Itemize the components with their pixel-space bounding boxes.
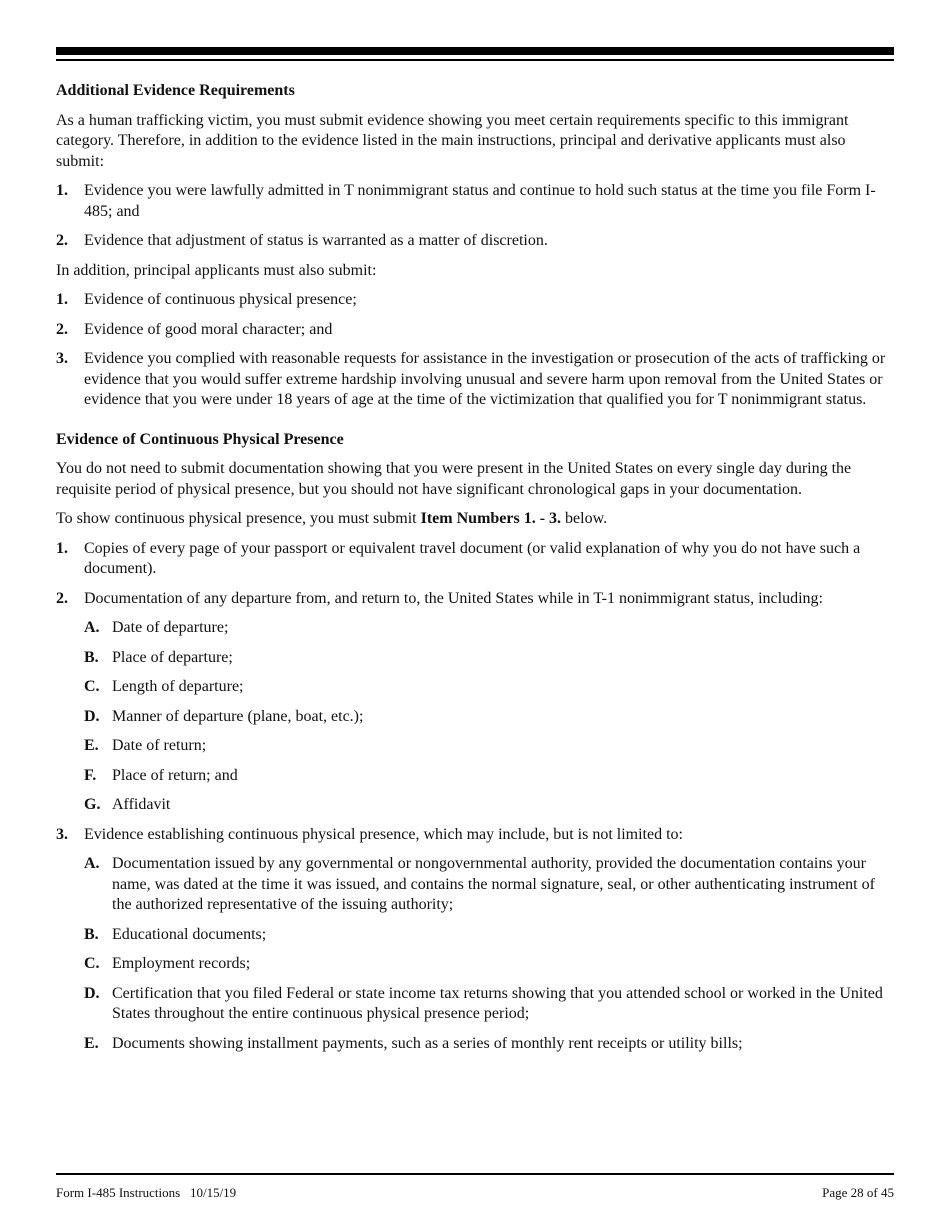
item-number: 2. [56,320,68,338]
sub-item-letter: A. [84,855,100,872]
sub-item-text: Documentation issued by any governmental or nongovernmental authority, provided the documentation contains your name, was dated at the time it was issued, and contains the normal signature, seal, or other authenticating instrument of the authorized representative of the issuing authority; [112,855,875,913]
sub-item-text: Educational documents; [112,925,267,943]
item-number: 1. [56,539,68,557]
item-text: Documentation of any departure from, and return to, the United States while in T-1 nonimmigrant status, including: [84,589,823,607]
sub-item-letter: A. [84,619,100,636]
sub-list-item [56,925,894,946]
intro-paragraph: As a human trafficking victim, you must submit evidence showing you meet certain requirements specific to this immigrant category. Therefore, in addition to the evidence listed in the main instructions, principal and derivative applicants must also submit: [56,111,849,170]
item-text: Evidence that adjustment of status is warranted as a matter of discretion. [84,232,548,249]
footer-page-number: Page 28 of 45 [822,1185,894,1200]
principal-intro: In addition, principal applicants must also submit: [56,261,377,279]
item-text: Evidence establishing continuous physical presence, which may include, but is not limited to: [84,825,683,843]
presence-paragraph: You do not need to submit documentation showing that you were present in the United States on every single day during the requisite period of physical presence, but you should not have significant chronological gaps in your documentation. [56,460,852,498]
list-item [56,181,894,222]
list-item [56,589,894,610]
item-text: Evidence you complied with reasonable requests for assistance in the investigation or prosecution of the acts of trafficking or evidence that you would suffer extreme hardship involving unusual and severe harm upon removal from the United States or evidence that you were under 18 years of age at the time of the victimization that qualified you for T nonimmigrant status. [84,350,886,408]
sub-list-item [56,707,894,728]
sub-list-item [56,1034,894,1055]
list-item [56,320,894,341]
footer-rule [56,1173,894,1175]
item-number: 1. [56,182,68,199]
item-text: Evidence you were lawfully admitted in T nonimmigrant status and continue to hold such status at the time you file Form I-485; and [84,182,876,220]
sub-item-text: Certification that you filed Federal or state income tax returns showing that you attended school or worked in the United States throughout the entire continuous physical presence period; [112,984,883,1022]
sub-item-letter: B. [84,925,99,943]
sub-item-letter: C. [84,678,100,695]
sub-item-letter: E. [84,1034,99,1052]
sub-list-item [56,736,894,757]
sub-item-text: Place of return; and [112,766,238,784]
sub-list-item [56,984,894,1025]
list-item [56,349,894,411]
item-number: 1. [56,291,68,308]
sub-item-text: Place of departure; [112,648,233,666]
sub-item-text: Employment records; [112,955,251,972]
sub-list-item [56,854,894,916]
section-heading-additional-evidence: Additional Evidence Requirements [56,82,295,99]
para-text-pre: To show continuous physical presence, you must submit [56,510,421,527]
sub-list-item [56,618,894,639]
sub-item-text: Affidavit [112,796,171,813]
sub-list-item [56,677,894,698]
item-number: 3. [56,825,68,843]
sub-item-text: Date of departure; [112,619,229,636]
item-numbers-bold: Item Numbers 1. - 3. [420,510,562,527]
sub-item-letter: F. [84,766,97,784]
sub-item-text: Length of departure; [112,678,244,695]
list-item [56,231,894,252]
header-rule-thin [56,59,894,61]
sub-list-item [56,954,894,975]
sub-list-item [56,795,894,816]
list-item [56,539,894,580]
sub-list-item [56,766,894,787]
sub-item-letter: G. [84,796,101,813]
sub-item-letter: B. [84,648,99,666]
page-content [56,81,894,1063]
list-item [56,825,894,846]
item-text: Evidence of good moral character; and [84,320,333,338]
sub-item-letter: E. [84,737,99,754]
para-text-post: below. [561,510,608,527]
sub-item-text: Manner of departure (plane, boat, etc.); [112,707,364,725]
section-heading-continuous-presence: Evidence of Continuous Physical Presence [56,430,344,448]
sub-item-text: Date of return; [112,737,207,754]
list-item [56,290,894,311]
item-number: 2. [56,589,68,607]
item-number: 3. [56,350,68,367]
item-text: Copies of every page of your passport or equivalent travel document (or valid explanation of why you do not have such a document). [84,539,861,577]
sub-item-text: Documents showing installment payments, such as a series of monthly rent receipts or utility bills; [112,1034,743,1052]
sub-item-letter: C. [84,955,100,972]
item-number: 2. [56,232,68,249]
header-rule-thick [56,47,894,55]
sub-item-letter: D. [84,707,100,725]
footer-form-label: Form I-485 Instructions 10/15/19 [56,1185,237,1200]
item-numbers-paragraph [56,509,894,530]
item-text: Evidence of continuous physical presence; [84,291,357,308]
sub-list-item [56,648,894,669]
sub-item-letter: D. [84,984,100,1002]
